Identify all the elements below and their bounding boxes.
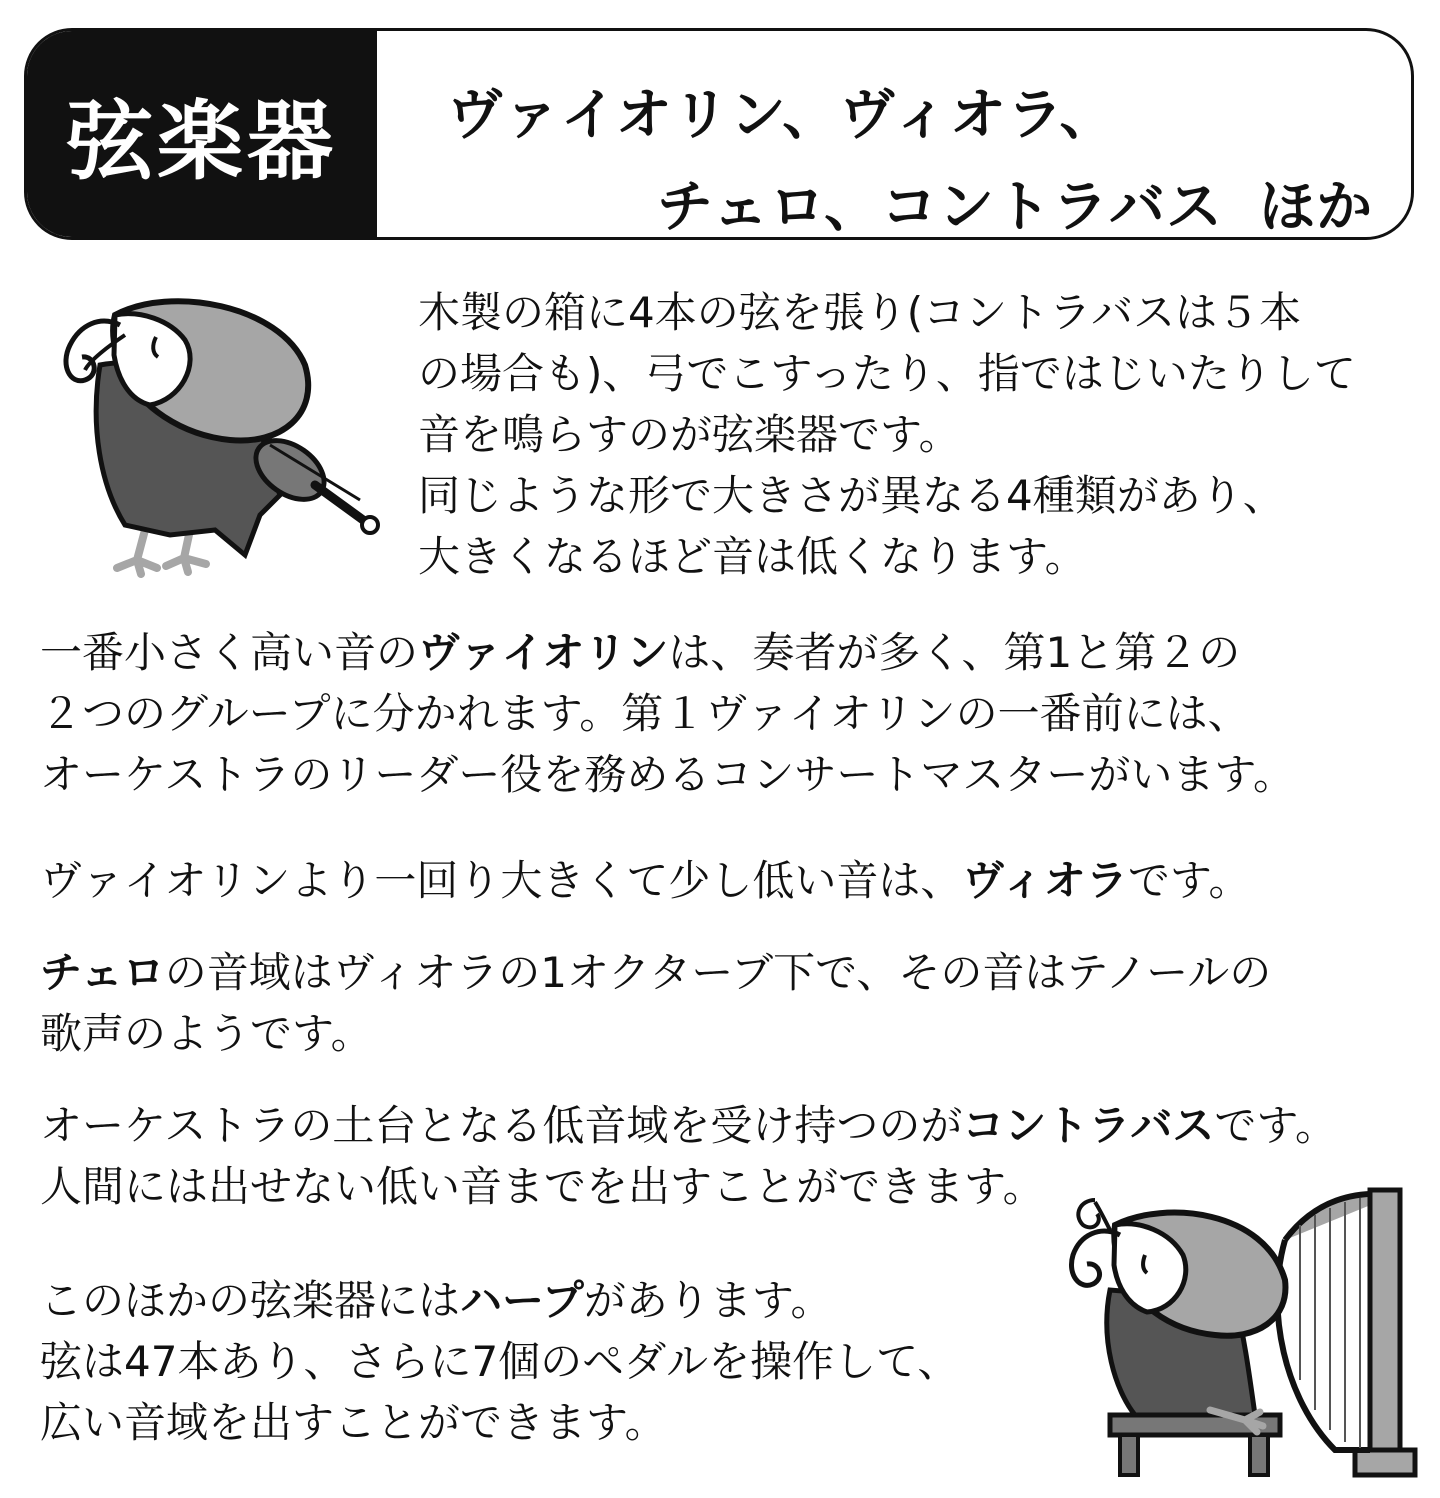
violin-term: ヴァイオリン [418, 628, 669, 677]
violin-paragraph [40, 622, 1295, 805]
intro-line: 木製の箱に4本の弦を張り(コントラバスは５本 [418, 288, 1302, 337]
harp-line1 [40, 1270, 959, 1331]
violin-line3: オーケストラのリーダー役を務めるコンサートマスターがいます。 [40, 750, 1295, 799]
violin-line2: ２つのグループに分かれます。第１ヴァイオリンの一番前には、 [40, 689, 1250, 738]
title-banner [24, 28, 1414, 240]
contrabass-line2: 人間には出せない低い音までを出すことができます。 [40, 1162, 1045, 1211]
contrabass-line1 [40, 1095, 1337, 1156]
instrument-list-line1: ヴァイオリン、ヴィオラ、 [447, 83, 1117, 148]
text: です。 [1214, 1101, 1337, 1150]
harp-line3: 広い音域を出すことができます。 [40, 1398, 667, 1447]
viola-term: ヴィオラ [962, 856, 1128, 905]
intro-line: 音を鳴らすのが弦楽器です。 [418, 410, 961, 459]
intro-line: 同じような形で大きさが異なる4種類があり、 [418, 471, 1285, 520]
cello-term: チェロ [40, 948, 165, 997]
violin-line1 [40, 622, 1295, 683]
intro-line: の場合も)、弓でこすったり、指ではじいたりして [418, 349, 1356, 398]
cello-paragraph [40, 942, 1271, 1064]
category-label: 弦楽器 [67, 92, 337, 192]
text: ヴァイオリンより一回り大きくて少し低い音は、 [40, 856, 963, 905]
cello-line1 [40, 942, 1271, 1003]
intro-paragraph [418, 282, 1418, 587]
violin-player-illustration [30, 285, 390, 585]
contrabass-term: コントラバス [962, 1101, 1215, 1150]
viola-paragraph [40, 850, 1250, 911]
intro-line: 大きくなるほど音は低くなります。 [418, 532, 1087, 581]
text: は、奏者が多く、第1と第２の [668, 628, 1241, 677]
text: 一番小さく高い音の [40, 628, 419, 677]
instrument-list-suffix: ほか [1259, 175, 1374, 240]
cello-line2: 歌声のようです。 [40, 1009, 373, 1058]
harp-paragraph [40, 1270, 959, 1453]
harp-line2: 弦は47本あり、さらに7個のペダルを操作して、 [40, 1337, 960, 1386]
text: があります。 [583, 1276, 833, 1325]
harp-term: ハープ [460, 1276, 584, 1325]
viola-line1 [40, 850, 1250, 911]
text: オーケストラの土台となる低音域を受け持つのが [40, 1101, 963, 1150]
text: です。 [1127, 856, 1251, 905]
text: の音域はヴィオラの1オクターブ下で、その音はテノールの [164, 948, 1272, 997]
harp-player-illustration [1035, 1180, 1425, 1485]
instrument-list-line2 [657, 163, 1373, 240]
instrument-list-line2-text: チェロ、コントラバス [657, 175, 1224, 240]
category-label-box [27, 31, 377, 237]
text: このほかの弦楽器には [40, 1276, 461, 1325]
